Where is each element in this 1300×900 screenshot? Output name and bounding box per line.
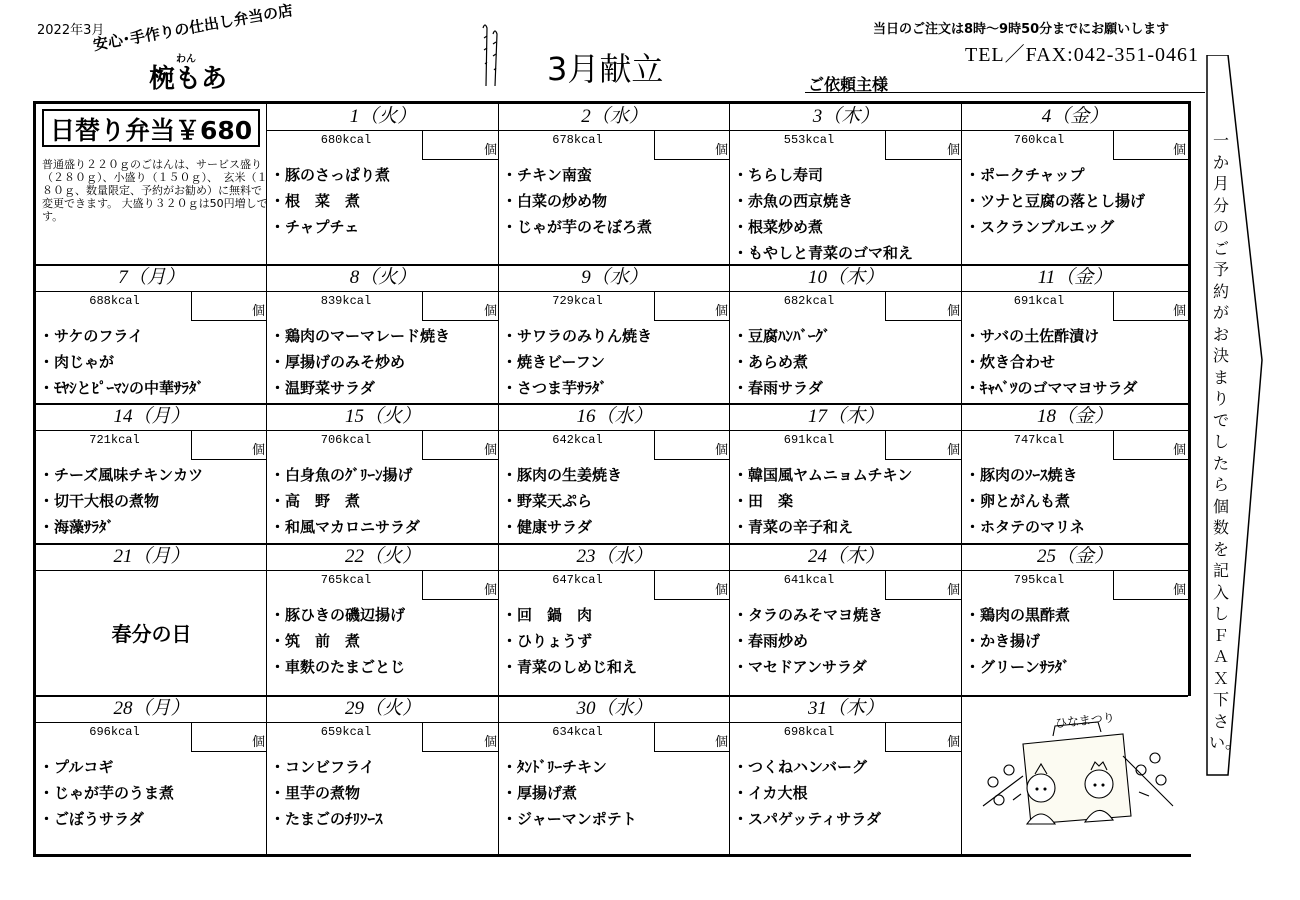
menu-item: ・タラのみそマヨ焼き — [733, 606, 884, 624]
quantity-field[interactable] — [1113, 291, 1188, 321]
day-date: 18（金） — [962, 404, 1188, 431]
menu-item: ・切干大根の煮物 — [39, 492, 160, 510]
quantity-unit: 個 — [946, 583, 960, 598]
menu-item: ・ひりょうず — [502, 632, 593, 650]
day-cell — [267, 104, 499, 265]
day-cell — [730, 265, 962, 404]
menu-item: ・和風マカロニサラダ — [270, 518, 420, 536]
menu-items — [502, 323, 730, 401]
menu-item: ・ポークチャップ — [965, 166, 1085, 184]
day-date: 30（水） — [499, 696, 730, 723]
menu-items — [39, 754, 267, 832]
day-cell — [267, 696, 499, 857]
day-kcal: 706kcal — [320, 433, 372, 447]
quantity-field[interactable] — [885, 570, 962, 600]
day-date: 9（水） — [499, 265, 730, 292]
day-date: 8（火） — [267, 265, 499, 292]
shop-tagline: 安心･手作りの仕出し弁当の店 — [91, 1, 295, 55]
menu-item: ・鶏肉の黒酢煮 — [965, 606, 1071, 624]
menu-items — [502, 462, 730, 540]
rice-description: 普通盛り２２０ｇのごはんは、サービス盛り（２８０ｇ）、小盛り（１５０ｇ）、 玄米（１８０ｇ、数量限定、予約がお勧め）に無料で変更できます。 大盛り３２０ｇは50円増しです。 — [42, 158, 268, 223]
menu-item: ・コンビフライ — [270, 758, 375, 776]
menu-items — [270, 462, 499, 540]
quantity-unit: 個 — [251, 443, 265, 458]
menu-item: ・チーズ風味チキンカツ — [39, 466, 204, 484]
day-cell — [499, 544, 730, 696]
day-cell — [499, 696, 730, 857]
day-date: 15（火） — [267, 404, 499, 431]
day-date: 22（火） — [267, 544, 499, 571]
menu-items — [502, 602, 730, 680]
day-kcal: 760kcal — [1013, 133, 1065, 147]
menu-items — [733, 462, 962, 540]
menu-item: ・回 鍋 肉 — [502, 606, 593, 624]
day-kcal: 691kcal — [783, 433, 835, 447]
menu-item: ・マセドアンサラダ — [733, 658, 867, 676]
menu-item: ・ごぼうサラダ — [39, 810, 144, 828]
quantity-unit: 個 — [251, 735, 265, 750]
day-date: 16（水） — [499, 404, 730, 431]
quantity-unit: 個 — [483, 583, 497, 598]
day-cell — [962, 544, 1188, 696]
menu-items — [39, 462, 267, 540]
quantity-field[interactable] — [422, 130, 499, 160]
day-date: 21（月） — [36, 544, 267, 571]
quantity-unit: 個 — [946, 143, 960, 158]
day-kcal: 634kcal — [552, 725, 603, 739]
order-notice: 当日のご注文は8時～9時50分までにお願いします — [873, 22, 1170, 37]
quantity-unit: 個 — [946, 304, 960, 319]
day-date: 23（水） — [499, 544, 730, 571]
menu-item: ・温野菜サラダ — [270, 379, 375, 397]
menu-item: ・ちらし寿司 — [733, 166, 824, 184]
menu-item: ・ジャーマンポテト — [502, 810, 637, 828]
day-date: 25（金） — [962, 544, 1188, 571]
menu-item: ・根菜炒め煮 — [733, 218, 824, 236]
menu-items — [733, 602, 962, 680]
menu-item: ・もやしと青菜のゴマ和え — [733, 244, 914, 262]
menu-item: ・田 楽 — [733, 492, 794, 510]
shop-name-ruby: わん — [176, 54, 196, 65]
day-kcal: 680kcal — [320, 133, 372, 147]
menu-item: ・サバの土佐酢漬け — [965, 327, 1100, 345]
menu-item: ・チャプチェ — [270, 218, 360, 236]
menu-item: ・韓国風ヤムニョムチキン — [733, 466, 913, 484]
menu-item: ・厚揚げのみそ炒め — [270, 353, 406, 371]
day-kcal: 688kcal — [89, 294, 140, 308]
menu-item: ・里芋の煮物 — [270, 784, 361, 802]
menu-item: ・豚ひきの磯辺揚げ — [270, 606, 406, 624]
day-kcal: 721kcal — [89, 433, 140, 447]
menu-item: ・スクランブルエッグ — [965, 218, 1115, 236]
day-date: 29（火） — [267, 696, 499, 723]
day-cell — [267, 265, 499, 404]
side-note: 一か月分のご予約がお決まりでしたら個数を記入しＦＡＸ下さい。 — [1209, 131, 1242, 752]
menu-items — [270, 602, 499, 680]
menu-item: ・ツナと豆腐の落とし揚げ — [965, 192, 1146, 210]
day-cell — [962, 104, 1188, 265]
quantity-unit: 個 — [714, 143, 728, 158]
quantity-field[interactable] — [654, 130, 730, 160]
menu-item: ・豚肉の生姜焼き — [502, 466, 623, 484]
day-cell — [730, 696, 962, 857]
menu-item: ・肉じゃが — [39, 353, 115, 371]
quantity-field[interactable] — [654, 722, 730, 752]
quantity-unit: 個 — [483, 304, 497, 319]
day-cell — [36, 544, 267, 696]
menu-item: ・ﾀﾝﾄﾞﾘｰチキン — [502, 758, 607, 776]
menu-items — [733, 323, 962, 401]
client-underline — [805, 92, 1205, 93]
menu-item: ・チキン南蛮 — [502, 166, 592, 184]
quantity-field[interactable] — [885, 291, 962, 321]
menu-items — [733, 754, 962, 832]
menu-items — [733, 162, 962, 266]
day-cell — [730, 544, 962, 696]
quantity-unit: 個 — [714, 583, 728, 598]
menu-item: ・あらめ煮 — [733, 353, 809, 371]
day-cell — [962, 404, 1188, 544]
menu-item: ・筑 前 煮 — [270, 632, 361, 650]
day-kcal: 839kcal — [320, 294, 372, 308]
menu-item: ・さつま芋ｻﾗﾀﾞ — [502, 379, 608, 397]
day-kcal: 698kcal — [783, 725, 835, 739]
menu-items — [39, 323, 267, 401]
quantity-unit: 個 — [483, 443, 497, 458]
quantity-unit: 個 — [946, 443, 960, 458]
day-kcal: 682kcal — [783, 294, 835, 308]
menu-items — [965, 462, 1188, 540]
menu-item: ・春雨サラダ — [733, 379, 823, 397]
day-date: 4（金） — [962, 104, 1188, 131]
intro-cell — [36, 104, 267, 265]
quantity-unit: 個 — [1172, 143, 1186, 158]
day-date: 31（木） — [730, 696, 962, 723]
menu-item: ・つくねハンバーグ — [733, 758, 867, 776]
menu-item: ・青菜の辛子和え — [733, 518, 854, 536]
menu-item: ・炊き合わせ — [965, 353, 1056, 371]
day-date: 24（木） — [730, 544, 962, 571]
menu-item: ・根 菜 煮 — [270, 192, 361, 210]
day-kcal: 641kcal — [783, 573, 835, 587]
quantity-field[interactable] — [1113, 130, 1188, 160]
quantity-field[interactable] — [885, 130, 962, 160]
day-date: 2（水） — [499, 104, 730, 131]
menu-item: ・豚肉のｿｰｽ焼き — [965, 466, 1078, 484]
day-date: 14（月） — [36, 404, 267, 431]
menu-item: ・プルコギ — [39, 758, 114, 776]
menu-item: ・豆腐ﾊﾝﾊﾞｰｸﾞ — [733, 327, 831, 345]
menu-items — [502, 754, 730, 832]
menu-item: ・白身魚のｸﾞﾘｰﾝ揚げ — [270, 466, 413, 484]
hinamatsuri-illustration-icon — [963, 696, 1191, 854]
quantity-unit: 個 — [946, 735, 960, 750]
shop-name: 椀もあ — [149, 64, 228, 94]
menu-item: ・赤魚の西京焼き — [733, 192, 854, 210]
day-date: 28（月） — [36, 696, 267, 723]
day-cell — [36, 696, 267, 857]
menu-item: ・サワラのみりん焼き — [502, 327, 653, 345]
day-kcal: 647kcal — [552, 573, 603, 587]
quantity-field[interactable] — [654, 570, 730, 600]
hinamatsuri-cell — [963, 696, 1191, 857]
menu-item: ・じゃが芋のそぼろ煮 — [502, 218, 653, 236]
menu-items — [270, 754, 499, 832]
day-date: 17（木） — [730, 404, 962, 431]
quantity-field[interactable] — [1113, 430, 1188, 460]
quantity-unit: 個 — [483, 143, 497, 158]
menu-item: ・グリーンｻﾗﾀﾞ — [965, 658, 1070, 676]
menu-item: ・ｷｬﾍﾞﾂのゴママヨサラダ — [965, 379, 1138, 397]
menu-item: ・青菜のしめじ和え — [502, 658, 638, 676]
quantity-field[interactable] — [654, 430, 730, 460]
day-date: 11（金） — [962, 265, 1188, 292]
illustration-caption: ひなまつり — [1054, 710, 1116, 731]
menu-item: ・かき揚げ — [965, 632, 1041, 650]
quantity-unit: 個 — [714, 443, 728, 458]
day-cell — [267, 404, 499, 544]
year-month: 2022年3月 — [37, 23, 105, 38]
menu-item: ・春雨炒め — [733, 632, 809, 650]
quantity-unit: 個 — [1172, 304, 1186, 319]
quantity-field[interactable] — [422, 570, 499, 600]
day-cell — [499, 265, 730, 404]
day-cell — [36, 404, 267, 544]
quantity-field[interactable] — [885, 722, 962, 752]
quantity-field[interactable] — [422, 722, 499, 752]
quantity-field[interactable] — [191, 430, 267, 460]
menu-item: ・車麩のたまごとじ — [270, 658, 406, 676]
menu-item: ・ホタテのマリネ — [965, 518, 1085, 536]
day-date: 1（火） — [267, 104, 499, 131]
holiday-label: 春分の日 — [111, 622, 192, 646]
tel-fax: TEL／FAX:042-351-0461 — [965, 44, 1200, 66]
quantity-unit: 個 — [251, 304, 265, 319]
menu-item: ・豚のさっぱり煮 — [270, 166, 391, 184]
quantity-unit: 個 — [714, 304, 728, 319]
quantity-field[interactable] — [1113, 570, 1188, 600]
day-kcal: 691kcal — [1013, 294, 1065, 308]
day-cell — [267, 544, 499, 696]
menu-items — [270, 162, 499, 240]
day-kcal: 696kcal — [89, 725, 140, 739]
menu-item: ・鶏肉のマーマレード焼き — [270, 327, 451, 345]
day-cell — [730, 104, 962, 265]
menu-items — [965, 323, 1188, 401]
menu-items — [502, 162, 730, 240]
asparagus-icon — [478, 20, 502, 90]
day-kcal: 765kcal — [320, 573, 372, 587]
quantity-field[interactable] — [885, 430, 962, 460]
client-label: ご依頼主様 — [808, 75, 889, 94]
menu-item: ・卵とがんも煮 — [965, 492, 1071, 510]
day-kcal: 729kcal — [552, 294, 603, 308]
menu-item: ・イカ大根 — [733, 784, 808, 802]
day-date: 3（木） — [730, 104, 962, 131]
quantity-unit: 個 — [483, 735, 497, 750]
day-cell — [730, 404, 962, 544]
day-kcal: 747kcal — [1013, 433, 1065, 447]
quantity-field[interactable] — [191, 291, 267, 321]
price-title: 日替り弁当￥680 — [50, 116, 253, 145]
menu-items — [965, 602, 1188, 680]
menu-item: ・高 野 煮 — [270, 492, 361, 510]
menu-item: ・サケのフライ — [39, 327, 143, 345]
menu-item: ・たまごのﾁﾘｿｰｽ — [270, 810, 383, 828]
menu-item: ・海藻ｻﾗﾀﾞ — [39, 518, 115, 536]
menu-item: ・健康サラダ — [502, 518, 592, 536]
menu-item: ・ﾓﾔｼとﾋﾟｰﾏﾝの中華ｻﾗﾀﾞ — [39, 379, 205, 397]
quantity-field[interactable] — [422, 430, 499, 460]
menu-item: ・焼きビーフン — [502, 353, 606, 371]
quantity-field[interactable] — [191, 722, 267, 752]
day-kcal: 642kcal — [552, 433, 603, 447]
quantity-field[interactable] — [422, 291, 499, 321]
quantity-field[interactable] — [654, 291, 730, 321]
menu-calendar — [33, 101, 1191, 857]
menu-item: ・野菜天ぷら — [502, 492, 593, 510]
day-kcal: 553kcal — [783, 133, 835, 147]
day-date: 10（木） — [730, 265, 962, 292]
page-title: 3月献立 — [547, 50, 664, 88]
day-date: 7（月） — [36, 265, 267, 292]
menu-item: ・白菜の炒め物 — [502, 192, 608, 210]
menu-items — [965, 162, 1188, 240]
menu-items — [270, 323, 499, 401]
quantity-unit: 個 — [714, 735, 728, 750]
day-kcal: 678kcal — [552, 133, 603, 147]
menu-item: ・厚揚げ煮 — [502, 784, 578, 802]
menu-item: ・スパゲッティサラダ — [733, 810, 882, 828]
day-cell — [499, 104, 730, 265]
day-kcal: 659kcal — [320, 725, 372, 739]
quantity-unit: 個 — [1172, 583, 1186, 598]
day-cell — [499, 404, 730, 544]
day-cell — [962, 265, 1188, 404]
quantity-unit: 個 — [1172, 443, 1186, 458]
day-kcal: 795kcal — [1013, 573, 1065, 587]
day-cell — [36, 265, 267, 404]
menu-item: ・じゃが芋のうま煮 — [39, 784, 175, 802]
